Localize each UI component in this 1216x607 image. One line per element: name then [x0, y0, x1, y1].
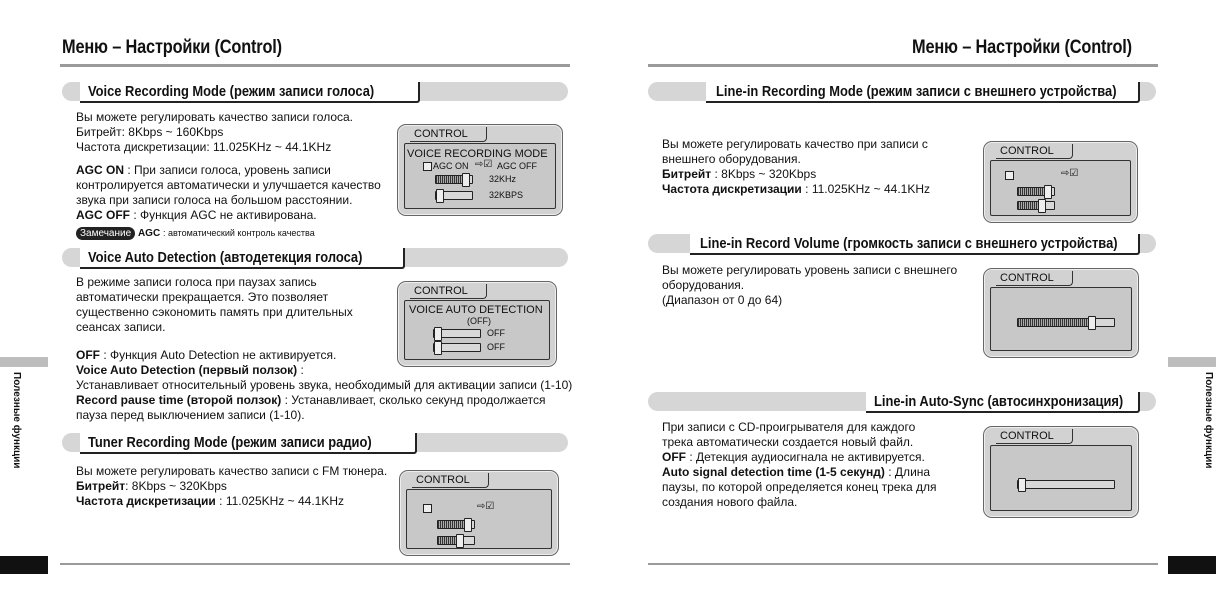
pause-slider	[433, 343, 481, 352]
linein-screen	[983, 141, 1138, 223]
right-corner-block	[1168, 556, 1216, 574]
screen-val2: OFF	[487, 342, 505, 352]
auto-off-label: OFF	[76, 348, 100, 362]
volume-text-3: (Диапазон от 0 до 64)	[662, 293, 783, 307]
auto-text-4: сеансах записи.	[76, 320, 166, 334]
agc-on-text-1: : При записи голоса, уровень записи	[127, 163, 331, 177]
note-text: : автоматический контроль качества	[162, 228, 315, 238]
screen-tab: CONTROL	[996, 144, 1073, 159]
linein-bitrate-text: : 8Kbps ~ 320Kbps	[714, 167, 817, 181]
right-page-title: Меню – Настройки (Control)	[912, 37, 1132, 58]
tuner-bitrate-text: : 8Kbps ~ 320Kbps	[125, 479, 227, 493]
sync-heading: Line-in Auto-Sync (автосинхронизация)	[874, 393, 1124, 410]
tuner-bitrate-line	[76, 479, 227, 494]
rpt-text: : Устанавливает, сколько секунд продолжается	[284, 393, 546, 407]
linein-heading: Line-in Recording Mode (режим записи с внешнего устройства)	[716, 83, 1117, 100]
tuner-heading: Tuner Recording Mode (режим записи радио)	[88, 434, 372, 451]
screen-display	[404, 300, 550, 360]
sync-off-text: : Детекция аудиосигнала не активируется.	[689, 450, 925, 464]
agc-off-label: AGC OFF	[76, 208, 130, 222]
linein-freq-label: Частота дискретизации	[662, 182, 802, 196]
bitrate-slider	[437, 536, 475, 545]
agc-on-text-2: контролируется автоматически и улучшается качество	[76, 178, 381, 192]
auto-line-b: пауза перед выключением записи (1-10).	[76, 408, 305, 422]
right-side-bar	[1168, 357, 1216, 367]
screen-sub: (OFF)	[467, 316, 491, 326]
auto-off-line	[76, 348, 336, 363]
left-side-label: Полезные функции	[11, 372, 22, 469]
bitrate-slider	[1017, 201, 1055, 210]
voice-text-1: Вы можете регулировать качество записи голоса.	[76, 110, 354, 124]
samplerate-slider	[437, 520, 475, 529]
sync-off-line	[662, 450, 925, 465]
screen-tab: CONTROL	[410, 127, 487, 142]
auto-text-2: автоматически прекращается. Это позволяет	[76, 290, 329, 304]
screen-agc-on: AGC ON	[433, 161, 469, 171]
vad-label: Voice Auto Detection (первый ползок)	[76, 363, 298, 377]
sync-text-1: При записи с CD-проигрывателя для каждого	[662, 420, 916, 434]
linein-text-2: внешнего оборудования.	[662, 152, 801, 166]
samplerate-slider	[1017, 187, 1055, 196]
screen-agc-off: AGC OFF	[497, 161, 537, 171]
screen-display	[406, 489, 552, 549]
bitrate-slider	[435, 191, 473, 200]
voice-text-2: Битрейт: 8Kbps ~ 160Kbps	[76, 125, 224, 139]
screen-display	[990, 445, 1132, 511]
vad-line	[76, 363, 304, 378]
volume-heading: Line-in Record Volume (громкость записи с внешнего устройства)	[700, 235, 1118, 252]
tuner-text-1: Вы можете регулировать качество записи с FM тюнера.	[76, 464, 388, 478]
screen-tab: CONTROL	[412, 473, 489, 488]
screen-tab: CONTROL	[410, 284, 487, 299]
screen-title: VOICE RECORDING MODE	[407, 148, 548, 160]
sync-text-4: создания нового файла.	[662, 495, 798, 509]
screen-tab: CONTROL	[996, 271, 1073, 286]
voice-recording-screen	[397, 124, 563, 216]
note-badge: Замечание	[76, 227, 135, 240]
auto-text-3: существенно сэкономить память при длительных	[76, 305, 353, 319]
screen-samplerate: 32KHz	[489, 174, 517, 184]
screen-checkbox	[423, 504, 432, 513]
rpt-line	[76, 393, 546, 408]
agc-on-label: AGC ON	[76, 163, 124, 177]
vad-text: :	[300, 363, 304, 377]
linein-bitrate-label: Битрейт	[662, 167, 712, 181]
auto-line-a: Устанавливает относительный уровень звука, необходимый для активации записи (1-10)	[76, 378, 573, 392]
volume-screen	[983, 268, 1139, 358]
agc-off-line	[76, 208, 317, 223]
agc-off-text: : Функция AGC не активирована.	[133, 208, 317, 222]
linein-bitrate-line	[662, 167, 816, 182]
agc-on-checkbox	[423, 162, 432, 171]
right-title-rule	[648, 64, 1158, 67]
auto-detection-screen	[397, 281, 557, 367]
linein-freq-text: : 11.025KHz ~ 44.1KHz	[805, 182, 931, 196]
asd-line	[662, 465, 930, 480]
sync-text-3: паузы, по которой определяется конец трека для	[662, 480, 937, 494]
voice-heading: Voice Recording Mode (режим записи голоса)	[88, 83, 375, 100]
screen-val1: OFF	[487, 328, 505, 338]
arrow-icon: ⇨☑	[1061, 168, 1079, 179]
asd-text: : Длина	[888, 465, 931, 479]
auto-heading: Voice Auto Detection (автодетекция голоса)	[88, 249, 363, 266]
arrow-icon: ⇨☑	[477, 501, 495, 512]
asd-label: Auto signal detection time (1-5 секунд)	[662, 465, 885, 479]
volume-text-1: Вы можете регулировать уровень записи с внешнего	[662, 263, 958, 277]
auto-off-text: : Функция Auto Detection не активируется.	[103, 348, 337, 362]
tuner-screen	[399, 470, 559, 556]
tuner-freq-line	[76, 494, 344, 509]
screen-checkbox	[1005, 171, 1014, 180]
left-corner-block	[0, 556, 48, 574]
left-side-bar	[0, 357, 48, 367]
screen-bitrate: 32KBPS	[489, 190, 524, 200]
right-side-label: Полезные функции	[1203, 372, 1214, 469]
sync-screen	[983, 426, 1139, 518]
volume-slider	[1017, 318, 1115, 327]
sync-off-label: OFF	[662, 450, 686, 464]
rpt-label: Record pause time (второй ползок)	[76, 393, 282, 407]
linein-freq-line	[662, 182, 930, 197]
screen-display	[990, 287, 1132, 351]
right-bottom-rule	[648, 563, 1158, 565]
linein-text-1: Вы можете регулировать качество при записи с	[662, 137, 928, 151]
note-label: AGC	[137, 228, 161, 239]
left-title-rule	[60, 64, 570, 67]
left-page-title: Меню – Настройки (Control)	[62, 37, 282, 58]
volume-text-2: оборудования.	[662, 278, 745, 292]
screen-title: VOICE AUTO DETECTION	[409, 304, 543, 316]
tuner-freq-label: Частота дискретизации	[76, 494, 216, 508]
screen-display	[404, 143, 556, 209]
agc-on-line	[76, 163, 331, 178]
auto-text-1: В режиме записи голоса при паузах запись	[76, 275, 317, 289]
left-bottom-rule	[60, 563, 570, 565]
note-line	[76, 226, 315, 242]
voice-text-3: Частота дискретизации: 11.025KHz ~ 44.1KHz	[76, 140, 332, 154]
screen-tab: CONTROL	[996, 429, 1073, 444]
sync-slider	[1017, 480, 1115, 489]
tuner-freq-text: : 11.025KHz ~ 44.1KHz	[219, 494, 345, 508]
screen-display	[990, 160, 1131, 216]
arrow-icon: ⇨☑	[475, 159, 493, 170]
level-slider	[433, 329, 481, 338]
agc-on-text-3: звука при записи голоса на большом расстоянии.	[76, 193, 353, 207]
samplerate-slider	[435, 175, 473, 184]
sync-text-2: трека автоматически создается новый файл.	[662, 435, 914, 449]
tuner-bitrate-label: Битрейт	[76, 479, 126, 493]
